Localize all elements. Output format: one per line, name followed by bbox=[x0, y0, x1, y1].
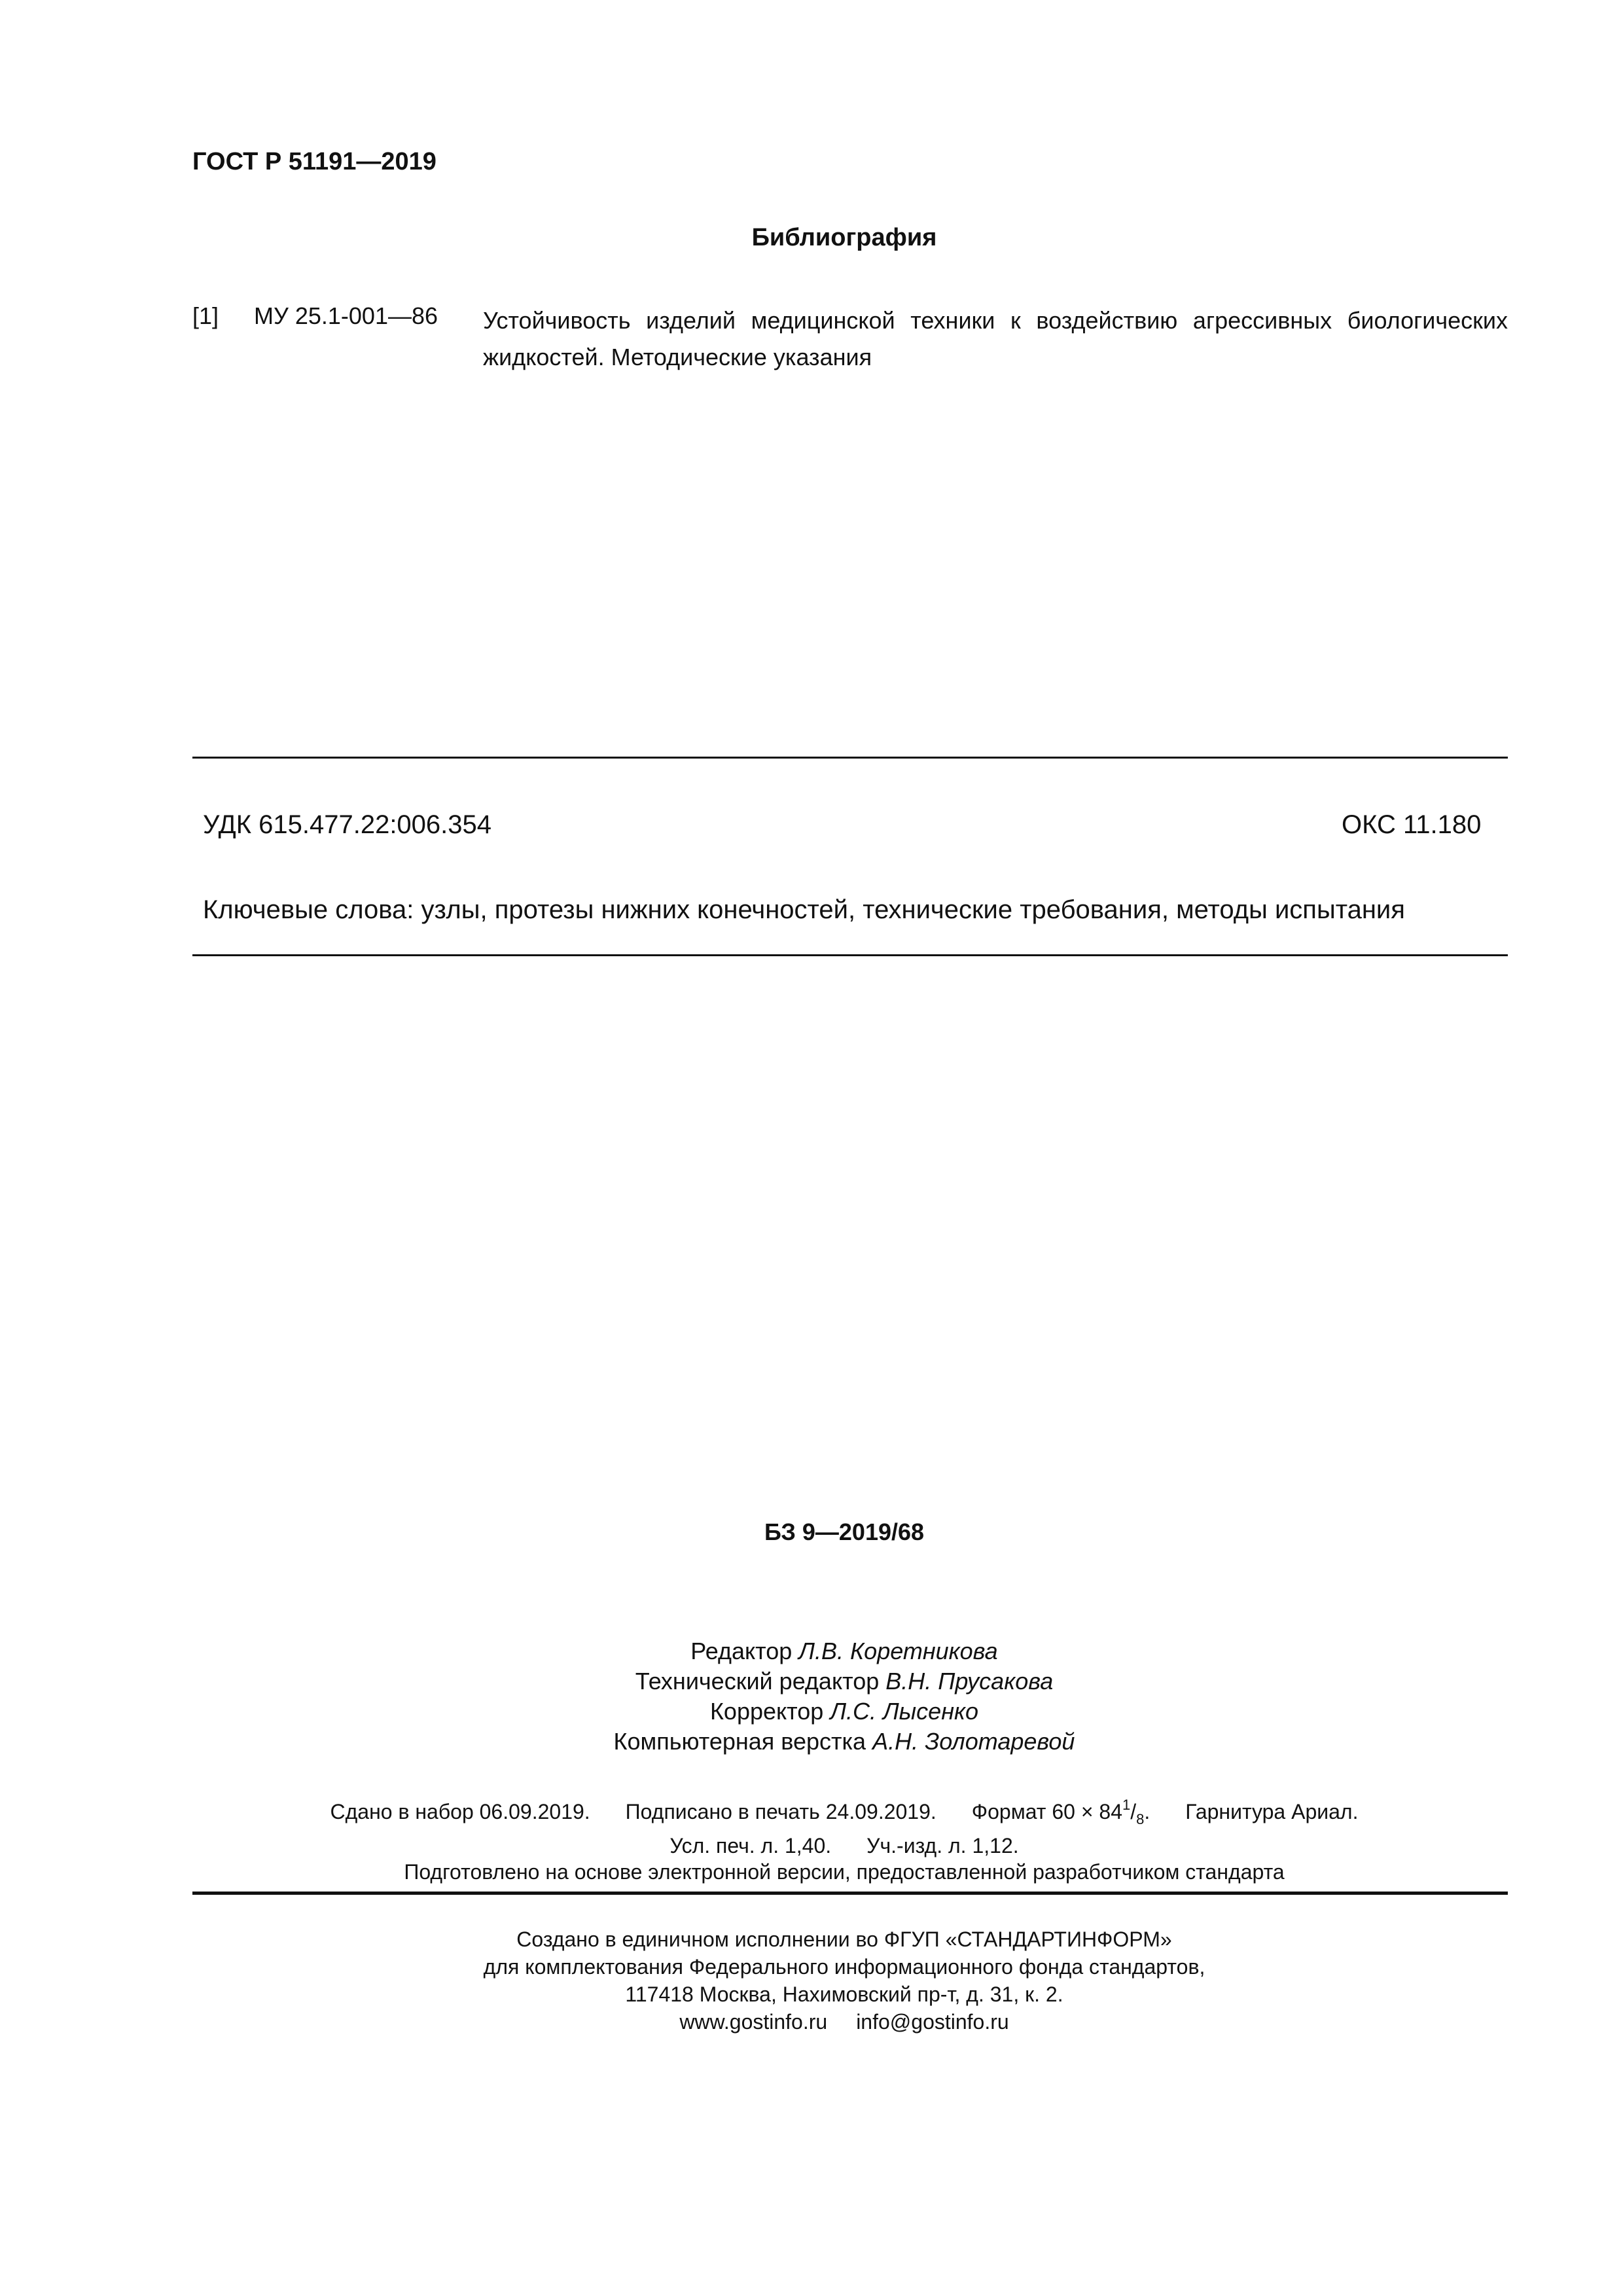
prepared-note: Подготовлено на основе электронной версии, предоставленной разработчиком стандарта bbox=[404, 1860, 1285, 1884]
submitted-date: Сдано в набор 06.09.2019. bbox=[330, 1800, 590, 1823]
edit-sheets: Уч.-изд. л. 1,12. bbox=[866, 1834, 1019, 1857]
staff-role: Редактор bbox=[690, 1638, 793, 1664]
divider-bottom bbox=[192, 1892, 1508, 1895]
bibliography-entry-reference: МУ 25.1-001—86 bbox=[254, 302, 438, 329]
document-header: ГОСТ Р 51191—2019 bbox=[192, 148, 437, 175]
udk-code: УДК 615.477.22:006.354 bbox=[203, 810, 492, 839]
staff-name: Л.С. Лысенко bbox=[830, 1698, 979, 1725]
print-sheets: Усл. печ. л. 1,40. bbox=[669, 1834, 832, 1857]
bibliography-entry-number: [1] bbox=[192, 302, 219, 329]
format-prefix: Формат 60 × 84 bbox=[971, 1800, 1122, 1823]
divider-middle bbox=[192, 954, 1508, 956]
footer-links bbox=[0, 2008, 1623, 2036]
publisher-footer bbox=[0, 1926, 1623, 2036]
staff-line bbox=[0, 1696, 1623, 1727]
publication-line-1 bbox=[0, 1792, 1623, 1833]
staff-role: Компьютерная верстка bbox=[613, 1728, 866, 1755]
staff-name: В.Н. Прусакова bbox=[885, 1668, 1054, 1695]
oks-code: ОКС 11.180 bbox=[1342, 810, 1482, 839]
staff-name: А.Н. Золотаревой bbox=[872, 1728, 1075, 1755]
staff-line bbox=[0, 1727, 1623, 1757]
typeface: Гарнитура Ариал. bbox=[1185, 1800, 1359, 1823]
format-suffix: . bbox=[1144, 1800, 1150, 1823]
format-numerator: 1 bbox=[1122, 1797, 1131, 1813]
bibliography-title: Библиография bbox=[751, 224, 937, 251]
footer-line-1: Создано в единичном исполнении во ФГУП «СТАНДАРТИНФОРМ» bbox=[516, 1928, 1172, 1951]
staff-role: Технический редактор bbox=[635, 1668, 880, 1695]
divider-top bbox=[192, 757, 1508, 759]
staff-line bbox=[0, 1636, 1623, 1666]
footer-line-3: 117418 Москва, Нахимовский пр-т, д. 31, к. 2. bbox=[625, 1982, 1063, 2006]
staff-line bbox=[0, 1666, 1623, 1696]
keywords: Ключевые слова: узлы, протезы нижних конечностей, технические требования, методы испытания bbox=[203, 895, 1405, 924]
staff-role: Корректор bbox=[709, 1698, 824, 1725]
publication-line-2 bbox=[0, 1833, 1623, 1859]
footer-line-2: для комплектования Федерального информационного фонда стандартов, bbox=[483, 1955, 1205, 1979]
format-denominator: 8 bbox=[1136, 1811, 1145, 1827]
staff-credits bbox=[0, 1636, 1623, 1757]
bibliography-entry-text: Устойчивость изделий медицинской техники к воздействию агрессивных биологических жидкостей. Методические указания bbox=[483, 307, 1508, 370]
print-format: Формат $60 \times 84^1/_8$. bbox=[971, 1797, 1150, 1827]
email-link[interactable]: info@gostinfo.ru bbox=[856, 2010, 1009, 2034]
website-link[interactable]: www.gostinfo.ru bbox=[679, 2010, 828, 2034]
signed-date: Подписано в печать 24.09.2019. bbox=[625, 1800, 936, 1823]
publication-info bbox=[0, 1792, 1623, 1885]
bz-number: БЗ 9—2019/68 bbox=[764, 1518, 925, 1545]
staff-name: Л.В. Коретникова bbox=[798, 1638, 998, 1664]
